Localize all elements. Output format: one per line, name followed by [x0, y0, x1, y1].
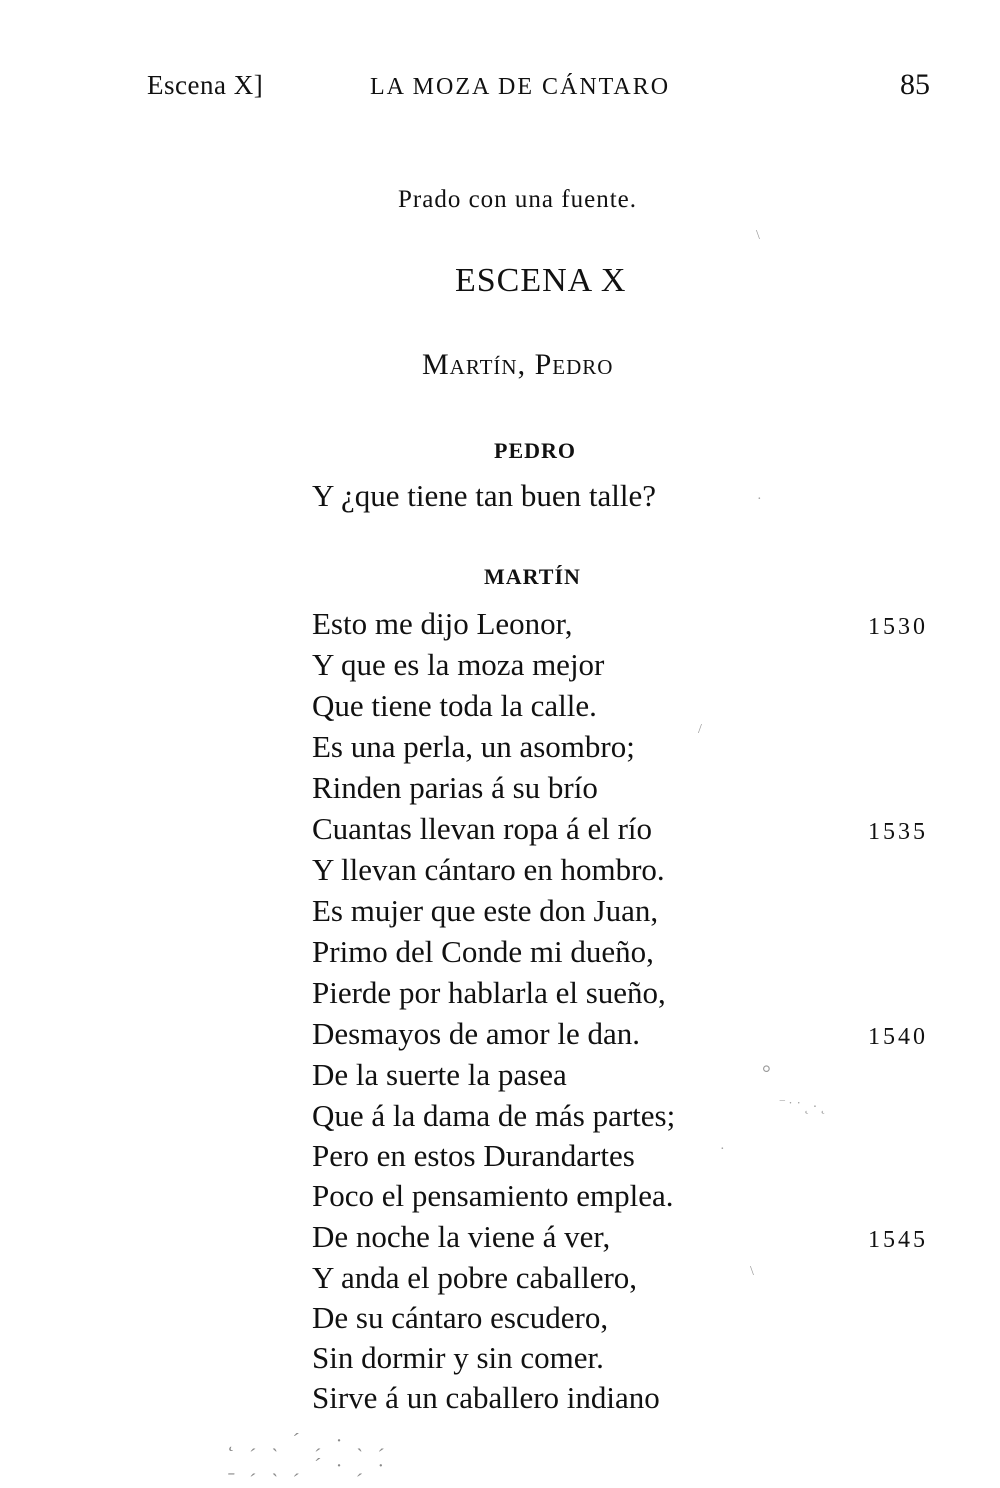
scene-title: ESCENA X	[455, 262, 627, 299]
line-number: 1530	[868, 614, 928, 640]
print-speck: \	[750, 1264, 754, 1279]
verse-line: De la suerte la pasea	[312, 1057, 567, 1092]
line-number: 1540	[868, 1024, 928, 1050]
verse-line: Pero en estos Durandartes	[312, 1138, 635, 1173]
verse-line: Pierde por hablarla el sueño,	[312, 975, 666, 1010]
verse-line: Sin dormir y sin comer.	[312, 1340, 604, 1375]
running-head-title: LA MOZA DE CÁNTARO	[370, 74, 671, 100]
page-number: 85	[900, 68, 930, 101]
speaker-label-pedro: PEDRO	[494, 438, 576, 463]
bleed-through-marks: ˍ ˏ ˎ ˏ ˊ · ˏ ·	[228, 1455, 388, 1477]
line-number: 1545	[868, 1227, 928, 1253]
print-speck: /	[698, 722, 702, 737]
verse-line: Primo del Conde mi dueño,	[312, 934, 654, 969]
verse-line: Rinden parias á su brío	[312, 770, 598, 805]
verse-line: Sirve á un caballero indiano	[312, 1380, 660, 1415]
verse-line: Es una perla, un asombro;	[312, 729, 635, 764]
print-speck: ·	[720, 1142, 725, 1157]
verse-line: Que á la dama de más partes;	[312, 1098, 676, 1133]
verse-line: Y llevan cántaro en hombro.	[312, 852, 665, 887]
verse-line: Y anda el pobre caballero,	[312, 1260, 638, 1295]
print-speck: ‾ ˙ ˙ ˛ · ˛	[780, 1100, 826, 1115]
verse-line: De su cántaro escudero,	[312, 1300, 609, 1335]
print-speck: \	[756, 228, 760, 243]
verse-line: Y ¿que tiene tan buen talle?	[312, 478, 656, 513]
running-head-left: Escena X]	[147, 70, 264, 100]
bleed-through-marks: ˛ ˏ ˎ ˊ ˏ · ˎ ˏ	[228, 1430, 390, 1452]
character-list: Martín, Pedro	[422, 348, 614, 381]
print-speck: ·	[757, 492, 762, 507]
verse-line: Cuantas llevan ropa á el río	[312, 811, 653, 846]
verse-line: Poco el pensamiento emplea.	[312, 1178, 674, 1213]
verse-line: Esto me dijo Leonor,	[312, 606, 573, 641]
print-speck: °	[762, 1060, 771, 1085]
line-number: 1535	[868, 819, 928, 845]
verse-line: Que tiene toda la calle.	[312, 688, 597, 723]
stage-direction: Prado con una fuente.	[398, 186, 637, 213]
verse-line: Y que es la moza mejor	[312, 647, 605, 682]
verse-line: De noche la viene á ver,	[312, 1219, 611, 1254]
verse-line: Es mujer que este don Juan,	[312, 893, 659, 928]
speaker-label-martin: MARTÍN	[484, 564, 581, 589]
verse-line: Desmayos de amor le dan.	[312, 1016, 640, 1051]
